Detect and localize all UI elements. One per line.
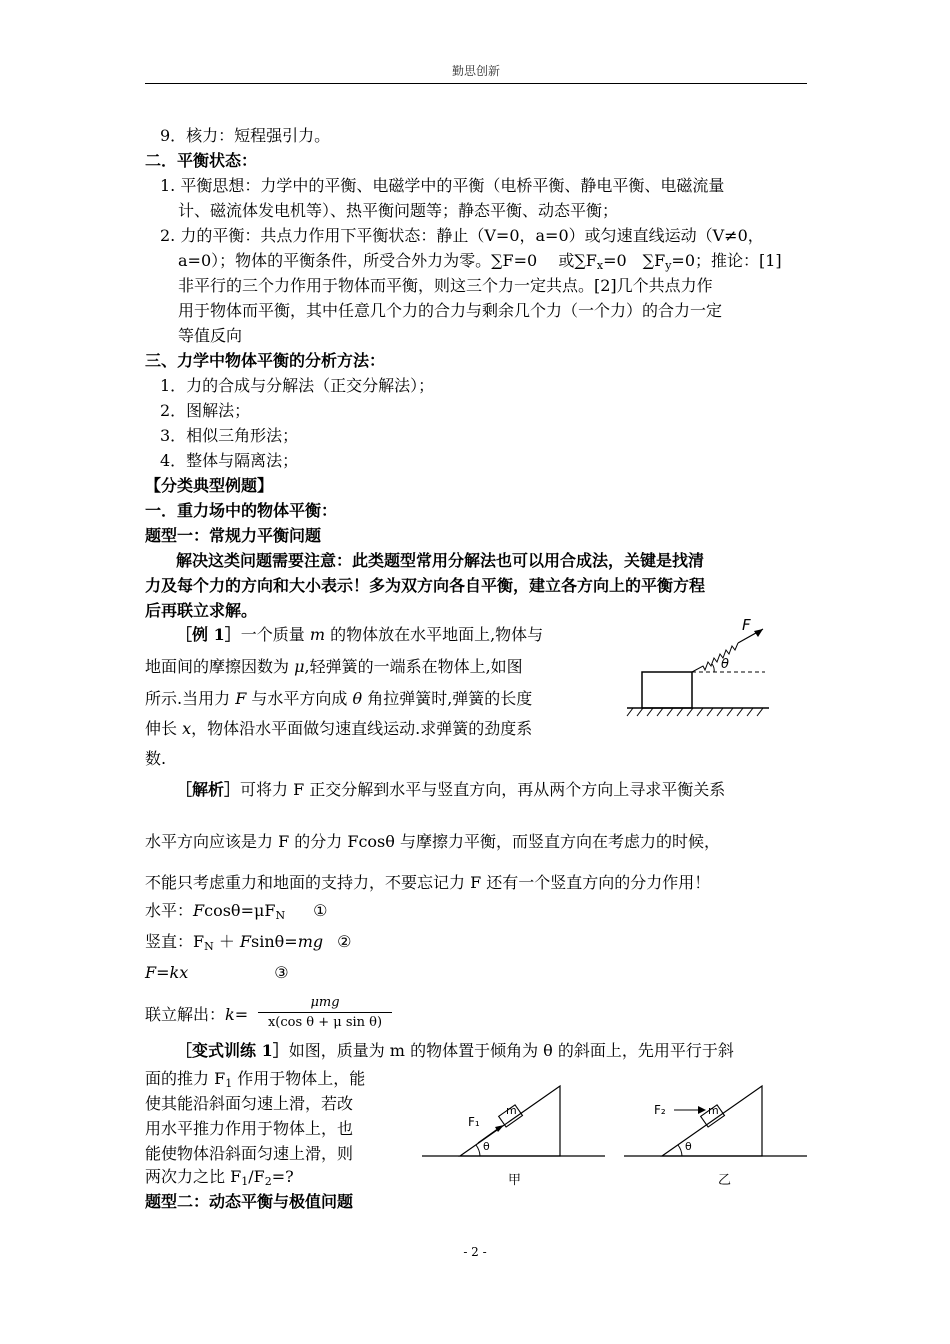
result-fraction — [258, 994, 392, 1031]
spring — [692, 643, 738, 672]
equation-2: 竖直：$F_N + Fsin\theta=mg$ ② — [145, 932, 352, 953]
angle-arc-yi — [678, 1145, 682, 1156]
equation-1: 水平：$Fcos\theta=\mu F_N$ ① — [145, 901, 328, 922]
angle-label: θ — [721, 657, 729, 672]
note-line1: 解决这类问题需要注意：此类题型常用分解法也可以用合成法，关键是找清 — [176, 551, 705, 570]
force-label-f2: F₂ — [654, 1103, 666, 1117]
ground-hatching — [627, 708, 763, 716]
variant-1-line2: 面的推力 $F_1$ 作用于物体上，能 — [145, 1069, 366, 1090]
example-1-line2: 地面间的摩擦因数为 μ,轻弹簧的一端系在物体上,如图 — [145, 657, 523, 676]
example-1-line4: 伸长 x，物体沿水平面做匀速直线运动.求弹簧的劲度系 — [145, 719, 533, 738]
arrowhead — [754, 629, 763, 637]
variant-1-line4: 用水平推力作用于物体上，也 — [145, 1119, 354, 1138]
solution-line2: 水平方向应该是力 F 的分力 Fcosθ 与摩擦力平衡，而竖直方向在考虑力的时候， — [145, 832, 720, 851]
item-nuclear-force: 9．核力：短程强引力。 — [160, 126, 331, 145]
section-3-heading: 三、力学中物体平衡的分析方法： — [145, 351, 386, 370]
para-2-2-line1: 2. 力的平衡：共点力作用下平衡状态：静止（V=0，a=0）或匀速直线运动（V≠0， — [160, 226, 764, 245]
page-number: - 2 - — [463, 1245, 487, 1259]
angle-arc-jia — [476, 1145, 480, 1156]
angle-arc — [712, 664, 714, 672]
para-2-1-line2: 计、磁流体发电机等）、热平衡问题等；静态平衡、动态平衡； — [178, 201, 619, 220]
force-label-f1: F₁ — [468, 1115, 480, 1129]
page-header: 勤思创新 — [451, 64, 500, 78]
fraction-denominator: x(cos θ + μ sin θ) — [267, 1015, 383, 1030]
variant-1-line3: 使其能沿斜面匀速上滑，若改 — [145, 1094, 354, 1113]
method-4: 4．整体与隔离法； — [160, 451, 299, 470]
type-1-heading: 题型一：常规力平衡问题 — [145, 526, 322, 545]
example-1-line5: 数. — [145, 749, 167, 768]
example-1-line3: 所示.当用力 F 与水平方向成 θ 角拉弹簧时,弹簧的长度 — [145, 689, 533, 708]
figure-incline-yi — [622, 1078, 812, 1193]
mass-label: m — [506, 1104, 517, 1117]
solution-line1: ［解析］可将力 F 正交分解到水平与竖直方向，再从两个方向上寻求平衡关系 — [176, 780, 726, 799]
para-2-2-line4: 用于物体而平衡，其中任意几个力的合力与剩余几个力（一个力）的合力一定 — [178, 301, 723, 320]
force-label: F — [742, 616, 751, 634]
type-2-heading: 题型二：动态平衡与极值问题 — [145, 1192, 354, 1211]
result-label: 联立解出：k= — [145, 1005, 249, 1024]
angle-label-yi: θ — [685, 1140, 692, 1153]
figure-incline-jia — [420, 1078, 610, 1193]
method-2: 2．图解法； — [160, 401, 251, 420]
figure-spring-block — [625, 612, 775, 722]
method-3: 3．相似三角形法； — [160, 426, 299, 445]
mass-label: m — [708, 1104, 719, 1117]
block — [642, 672, 692, 708]
fraction-numerator: μmg — [258, 994, 392, 1013]
note-line2: 力及每个力的方向和大小表示！多为双方向各自平衡，建立各方向上的平衡方程 — [145, 576, 706, 595]
variant-1-line5: 能使物体沿斜面匀速上滑，则 — [145, 1144, 354, 1163]
header-rule — [145, 83, 807, 84]
para-2-2-line5: 等值反向 — [178, 326, 243, 345]
method-1: 1．力的合成与分解法（正交分解法）； — [160, 376, 435, 395]
para-2-2-line3: 非平行的三个力作用于物体而平衡，则这三个力一定共点。[2]几个共点力作 — [178, 276, 713, 295]
angle-label-jia: θ — [483, 1140, 490, 1153]
note-line3: 后再联立求解。 — [145, 601, 258, 620]
variant-1-line1: ［变式训练 1］如图，质量为 m 的物体置于倾角为 θ 的斜面上，先用平行于斜 — [176, 1041, 734, 1060]
examples-heading: 【分类典型例题】 — [145, 476, 274, 495]
equation-3: F=kx ③ — [145, 963, 289, 982]
solution-line3: 不能只考虑重力和地面的支持力，不要忘记力 F 还有一个竖直方向的分力作用！ — [145, 873, 711, 892]
example-1-line1: ［例 1］一个质量 m 的物体放在水平地面上,物体与 — [176, 625, 544, 644]
para-2-1-line1: 1. 平衡思想：力学中的平衡、电磁学中的平衡（电桥平衡、静电平衡、电磁流量 — [160, 176, 725, 195]
variant-1-line6: 两次力之比 $F_1/F_2=$? — [145, 1167, 294, 1188]
para-2-2-line2: a=0）；物体的平衡条件，所受合外力为零。∑F=0 或$\sum F_x=0$ $\sum F_y=0$；推论：[1] — [178, 251, 782, 272]
caption-jia: 甲 — [508, 1173, 522, 1188]
section-2-heading: 二．平衡状态： — [145, 151, 258, 170]
gravity-field-heading: 一．重力场中的物体平衡： — [145, 501, 338, 520]
caption-yi: 乙 — [718, 1173, 732, 1188]
incline — [662, 1086, 762, 1156]
